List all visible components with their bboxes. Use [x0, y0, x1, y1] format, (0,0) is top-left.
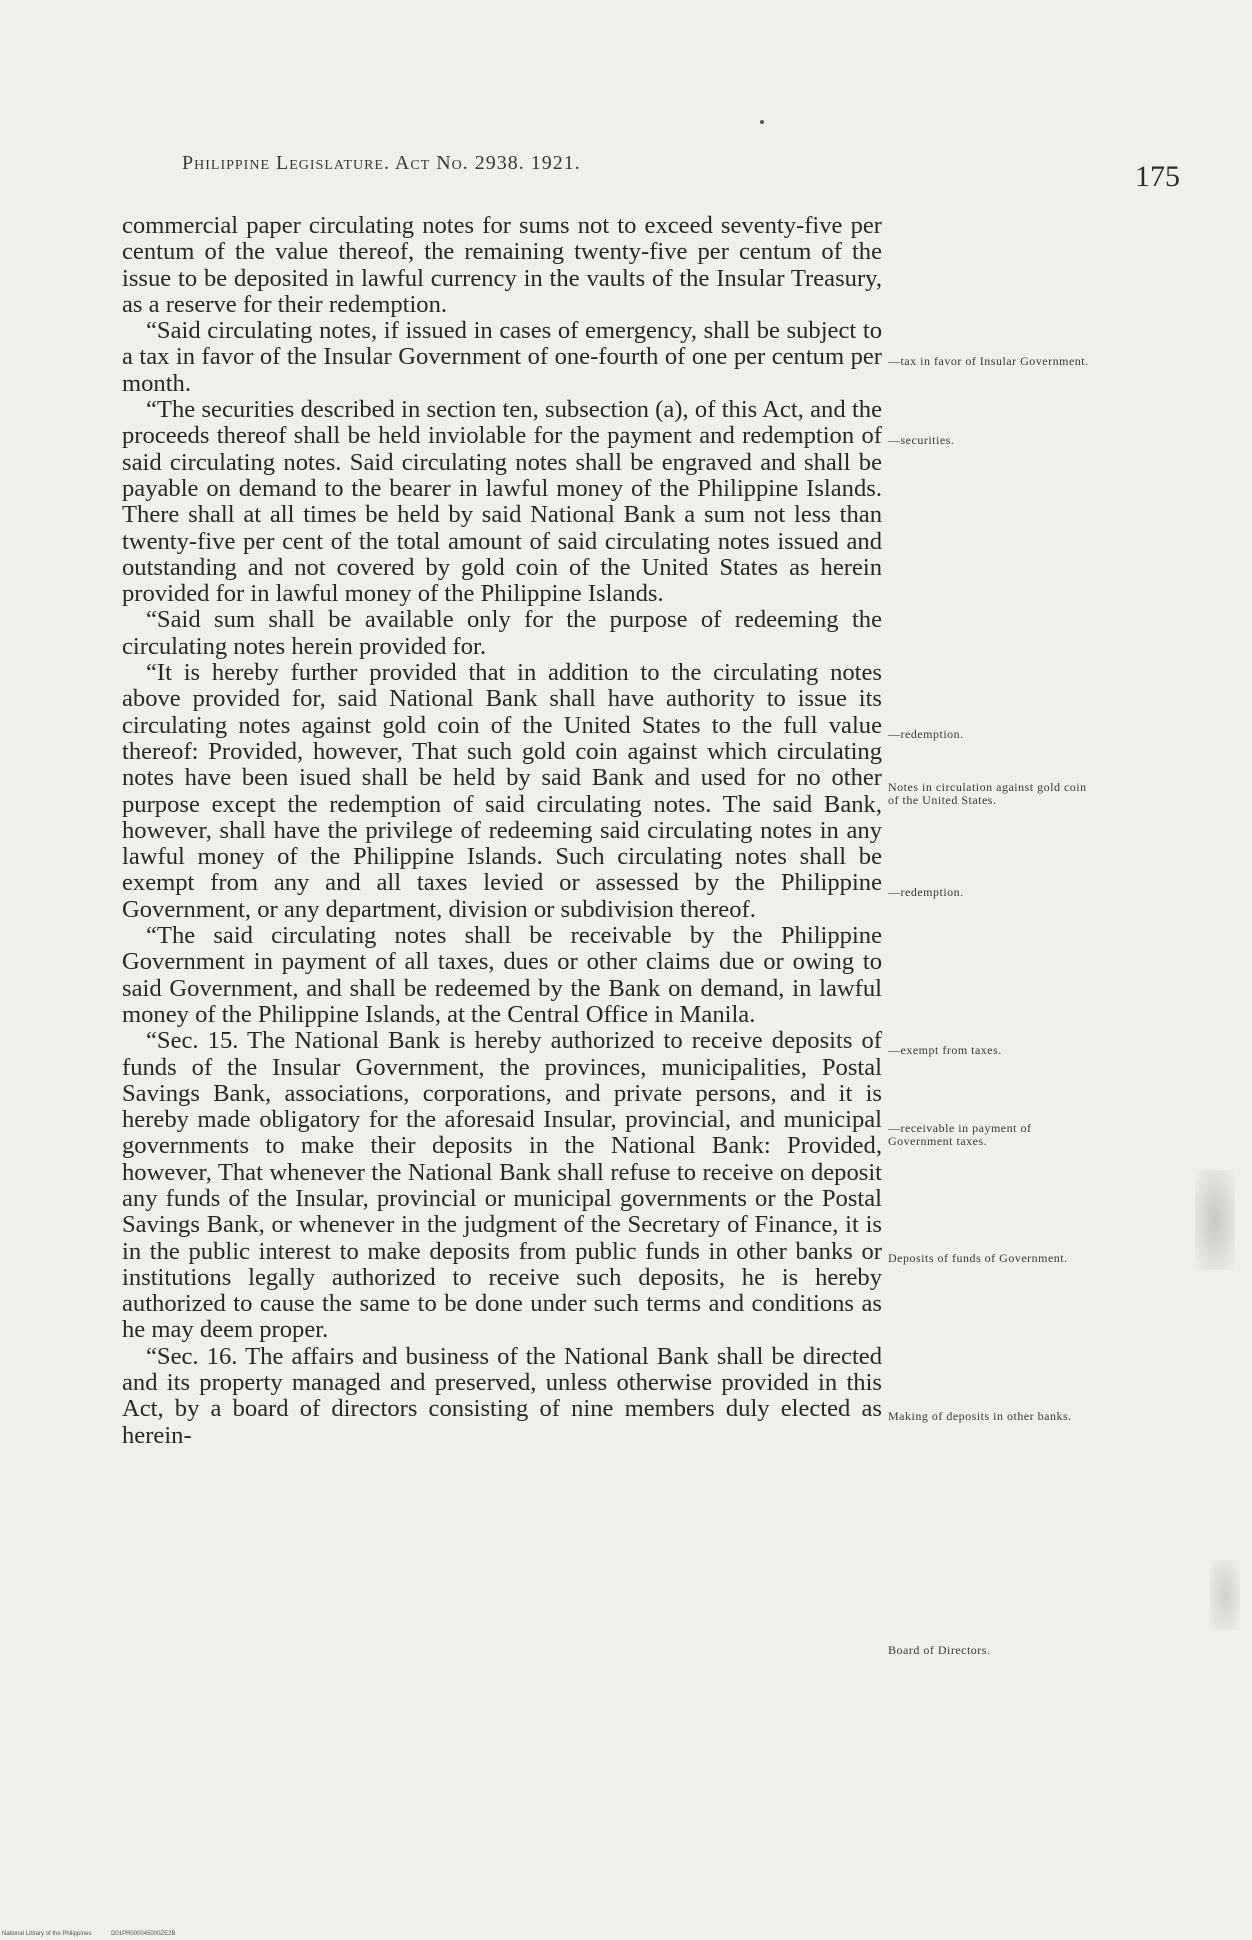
scan-footer	[2, 1931, 193, 1937]
ink-dot	[760, 120, 764, 124]
scan-smudge	[1195, 1170, 1235, 1270]
margin-note-receivable: —receivable in payment of Government taxes.	[888, 1121, 1032, 1148]
paragraph-1: commercial paper circulating notes for sums not to exceed seventy-five per centum of the value thereof, the remaining twenty-five per centum of the issue to be deposited in lawful currency in the vaults of the Insular Treasury, as a reserve for their redemption.	[122, 212, 882, 318]
paragraph-8-sec-16: “Sec. 16. The affairs and business of the National Bank shall be directed and its property managed and preserved, unless otherwise provided in this Act, by a board of directors consisting of nine members duly elected as herein-	[122, 1342, 882, 1449]
scan-smudge	[1210, 1560, 1240, 1630]
margin-note-redemption-1: —redemption.	[888, 727, 964, 741]
margin-note-securities: —securities.	[888, 433, 955, 447]
paragraph-3: “The securities described in section ten, subsection (a), of this Act, and the proceeds thereof shall be held inviolable for the payment and redemption of said circulating notes. Said circulating notes shall be engraved and shall be payable on demand to the bearer in lawful money of the Philippine Islands. There shall at all times be held by said National Bank a sum not less than twenty-five per cent of the total amount of said circulating notes issued and outstanding and not covered by gold coin of the United States as herein provided for in lawful money of the Philippine Islands.	[122, 396, 882, 608]
margin-note-redemption-2: —redemption.	[888, 885, 964, 899]
paragraph-4: “Said sum shall be available only for the purpose of redeeming the circulating notes herein provided for.	[122, 606, 882, 660]
margin-note-deposits: Deposits of funds of Government.	[888, 1251, 1068, 1265]
paragraph-2: “Said circulating notes, if issued in cases of emergency, shall be subject to a tax in favor of the Insular Government of one-fourth of one per centum per month.	[122, 317, 882, 397]
margin-note-tax: —tax in favor of Insular Government.	[888, 354, 1089, 368]
running-head: Philippine Legislature. Act No. 2938. 1921.	[182, 152, 581, 174]
paragraph-7-sec-15: “Sec. 15. The National Bank is hereby authorized to receive deposits of funds of the Insular Government, the provinces, municipalities, Postal Savings Bank, associations, corporations, and private persons, and it is hereby made obligatory for the aforesaid Insular, provincial, and municipal governments to make their deposits in the National Bank: Provided, however, That whenever the National Bank shall refuse to receive on deposit any funds of the Insular, provincial or municipal governments or the Postal Savings Bank, or whenever in the judgment of the Secretary of Finance, it is in the public interest to make deposits from public funds in other banks or institutions legally authorized to receive such deposits, he is hereby authorized to cause the same to be done under such terms and conditions as he may deem proper.	[122, 1027, 882, 1344]
margin-note-board: Board of Directors.	[888, 1643, 991, 1657]
footer-library: National Library of the Philippines	[2, 1931, 92, 1937]
margin-note-exempt: —exempt from taxes.	[888, 1043, 1002, 1057]
margin-note-gold-coin: Notes in circulation against gold coin of the United States.	[888, 780, 1087, 807]
body-text	[122, 213, 882, 1449]
margin-note-other-banks: Making of deposits in other banks.	[888, 1409, 1072, 1423]
page-number: 175	[1135, 160, 1180, 193]
footer-code: D01PR000045000ZE2B	[111, 1931, 176, 1937]
paragraph-6: “The said circulating notes shall be receivable by the Philippine Government in payment of all taxes, dues or other claims due or owing to said Government, and shall be redeemed by the Bank on demand, in lawful money of the Philippine Islands, at the Central Office in Manila.	[122, 922, 882, 1028]
paragraph-5: “It is hereby further provided that in addition to the circulating notes above provided for, said National Bank shall have authority to issue its circulating notes against gold coin of the United States to the full value thereof: Provided, however, That such gold coin against which circulating notes have been isued shall be held by said Bank and used for no other purpose except the redemption of said circulating notes. The said Bank, however, shall have the privilege of redeeming said circulating notes in any lawful money of the Philippine Islands. Such circulating notes shall be exempt from any and all taxes levied or assessed by the Philippine Government, or any department, division or subdivision thereof.	[122, 659, 882, 923]
